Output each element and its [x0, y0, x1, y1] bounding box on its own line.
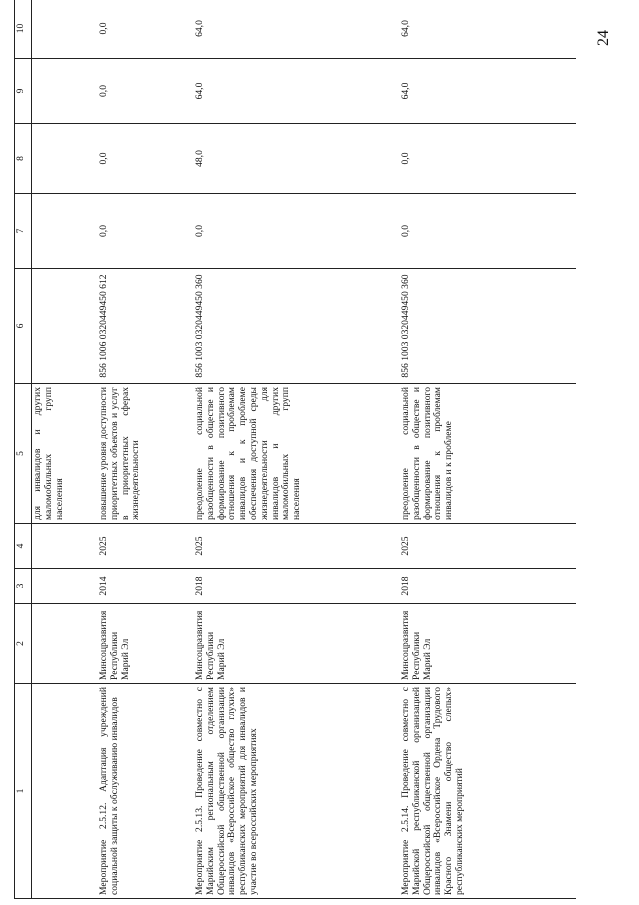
cell-end-year: 2025	[90, 524, 186, 569]
col-header-10: 10	[15, 0, 32, 59]
cell-budget-code: 856 1003 0320449450 360	[186, 269, 392, 384]
table-row	[392, 0, 576, 899]
cell-value-10: 0,0	[90, 0, 186, 59]
cell-budget-code: 856 1003 0320449450 360	[392, 269, 576, 384]
table-row-continuation	[32, 0, 91, 899]
cell-value-7: 0,0	[186, 194, 392, 269]
col-header-3: 3	[15, 569, 32, 604]
cell-value-10: 64,0	[186, 0, 392, 59]
page-number: 24	[595, 30, 612, 46]
cell-value-8: 0,0	[90, 124, 186, 194]
col-header-2: 2	[15, 604, 32, 684]
cell-end-year: 2025	[186, 524, 392, 569]
cell-empty	[32, 269, 91, 384]
cell-indicator: для инвалидов и других маломобильных групп населения	[32, 384, 91, 524]
cell-empty	[32, 124, 91, 194]
cell-empty	[32, 604, 91, 684]
cell-value-7: 0,0	[392, 194, 576, 269]
cell-indicator: повышение уровня доступности приоритетных объектов и услуг в приоритетных сферах жизнедеятельности	[90, 384, 186, 524]
cell-start-year: 2018	[392, 569, 576, 604]
cell-start-year: 2014	[90, 569, 186, 604]
col-header-6: 6	[15, 269, 32, 384]
cell-indicator: преодоление социальной разобщенности в обществе и формирование позитивного отношения к проблемам инвалидов и к проблеме	[392, 384, 576, 524]
cell-executor: Минсоцразвития Республики Марий Эл	[90, 604, 186, 684]
cell-empty	[32, 0, 91, 59]
table-row	[186, 0, 392, 899]
cell-empty	[32, 59, 91, 124]
program-table-wrapper	[14, 0, 542, 899]
cell-value-7: 0,0	[90, 194, 186, 269]
cell-value-8: 48,0	[186, 124, 392, 194]
cell-empty	[32, 524, 91, 569]
cell-start-year: 2018	[186, 569, 392, 604]
program-table	[14, 0, 576, 899]
cell-value-10: 64,0	[392, 0, 576, 59]
col-header-5: 5	[15, 384, 32, 524]
cell-event: Мероприятие 2.5.14. Проведение совместно с Марийской республиканской организацией Общероссийской общественной организации инвалидов «Всероссийское Ордена Трудового Красного Знамени общество слепых» республиканских мероприятий	[392, 684, 576, 899]
cell-end-year: 2025	[392, 524, 576, 569]
cell-value-8: 0,0	[392, 124, 576, 194]
cell-event: Мероприятие 2.5.12. Адаптация учреждений социальной защиты к обслуживанию инвалидов	[90, 684, 186, 899]
table-row	[90, 0, 186, 899]
col-header-1: 1	[15, 684, 32, 899]
col-header-8: 8	[15, 124, 32, 194]
col-header-7: 7	[15, 194, 32, 269]
col-header-4: 4	[15, 524, 32, 569]
cell-event: Мероприятие 2.5.13. Проведение совместно с Марийским региональным отделением Общероссийской общественной организации инвалидов «Всероссийское общество глухих» республиканских мероприятий для инвалидов и участие во всероссийских мероприятиях	[186, 684, 392, 899]
cell-value-9: 64,0	[186, 59, 392, 124]
cell-empty	[32, 194, 91, 269]
cell-empty	[32, 569, 91, 604]
cell-budget-code: 856 1006 0320449450 612	[90, 269, 186, 384]
col-header-9: 9	[15, 59, 32, 124]
cell-executor: Минсоцразвития Республики Марий Эл	[392, 604, 576, 684]
cell-indicator: преодоление социальной разобщенности в обществе и формирование позитивного отношения к проблемам инвалидов и к проблеме обеспечения доступной среды жизнедеятельности для инвалидов и других маломобильных групп населения	[186, 384, 392, 524]
cell-value-9: 64,0	[392, 59, 576, 124]
column-number-row	[15, 0, 32, 899]
cell-value-9: 0,0	[90, 59, 186, 124]
cell-executor: Минсоцразвития Республики Марий Эл	[186, 604, 392, 684]
cell-empty	[32, 684, 91, 899]
